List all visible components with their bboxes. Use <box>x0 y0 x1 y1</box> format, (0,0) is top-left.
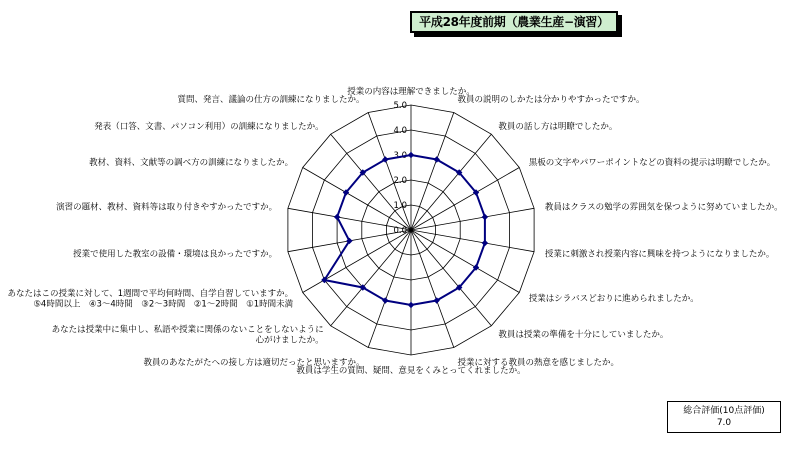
category-label <box>347 86 475 97</box>
category-label-line: 教材、資料、文献等の調べ方の訓練になりましたか。 <box>89 158 294 168</box>
category-label-line: ⑤4時間以上 ④3〜4時間 ③2〜3時間 ②1〜2時間 ①1時間未満 <box>33 299 294 310</box>
category-label-line: 演習の題材、教材、資料等は取り付きやすかったですか。 <box>56 202 278 213</box>
tick-label: 4.0 <box>393 126 407 136</box>
category-label-line: 教員は学生の質問、疑問、意見をくみとってくれましたか。 <box>296 366 526 376</box>
category-label-line: 授業はシラバスどおりに進められましたか。 <box>528 294 699 304</box>
category-label <box>529 293 699 304</box>
grid-spoke <box>411 113 454 231</box>
page-title: 平成28年度前期（農業生産−演習） <box>410 11 618 33</box>
summary-label: 総合評価(10点評価) <box>683 406 765 416</box>
grid-spoke <box>411 230 454 348</box>
category-label-line: 授業に刺激され授業内容に興味を持つようになりましたか。 <box>544 249 775 260</box>
category-label-line: 授業の内容は理解できましたか。 <box>347 87 475 97</box>
category-label-line: 教員の説明のしかたは分かりやすかったですか。 <box>457 95 645 106</box>
category-label <box>545 201 783 212</box>
category-label-line: 質問、発言、議論の仕方の訓練になりましたか。 <box>177 95 365 106</box>
category-label-line: 授業で使用した教室の設備・環境は良かったですか。 <box>73 249 278 260</box>
category-label <box>7 288 293 310</box>
category-label-line: 教員は授業の準備を十分にしていましたか。 <box>498 330 669 341</box>
category-label <box>143 357 364 368</box>
tick-label: 1.0 <box>393 201 407 211</box>
tick-label: 2.0 <box>393 176 407 186</box>
category-label-line: 授業に対する教員の熱意を感じましたか。 <box>457 357 620 368</box>
summary-value: 7.0 <box>716 418 732 428</box>
category-label <box>498 329 668 340</box>
category-label <box>73 249 277 260</box>
category-label-line: 教員のあなたがたへの接し方は適切だったと思いますか。 <box>143 357 365 368</box>
category-label <box>458 94 645 105</box>
category-label-line: 心がけましたか。 <box>255 335 324 346</box>
category-label-line: あなたはこの授業に対して、1週間で平均何時間、自学自習していますか。 <box>7 288 294 299</box>
category-label <box>56 201 277 212</box>
grid-spoke <box>368 230 411 348</box>
summary-box <box>667 401 781 433</box>
category-label-line: 発表（口答、文書、パソコン利用）の訓練になりましたか。 <box>94 121 324 132</box>
tick-label: 5.0 <box>393 101 407 111</box>
tick-label: 0.0 <box>393 226 407 236</box>
data-point <box>408 302 414 308</box>
category-label-line: 教員の話し方は明瞭でしたか。 <box>498 121 618 132</box>
category-label <box>177 94 364 105</box>
tick-label: 3.0 <box>393 151 407 161</box>
data-point <box>482 214 488 220</box>
category-label <box>498 121 617 132</box>
data-point <box>482 240 488 246</box>
category-label <box>89 157 293 168</box>
category-label <box>529 157 776 168</box>
category-label <box>545 249 775 260</box>
category-label <box>52 324 324 346</box>
category-label-line: あなたは授業中に集中し、私語や授業に関係のないことをしないように <box>51 324 324 335</box>
category-label-line: 教員はクラスの勉学の雰囲気を保つように努めていましたか。 <box>544 202 783 213</box>
category-label-line: 黒板の文字やパワーポイントなどの資料の提示は明瞭でしたか。 <box>528 158 776 168</box>
category-label <box>94 121 323 132</box>
data-point <box>408 152 414 158</box>
